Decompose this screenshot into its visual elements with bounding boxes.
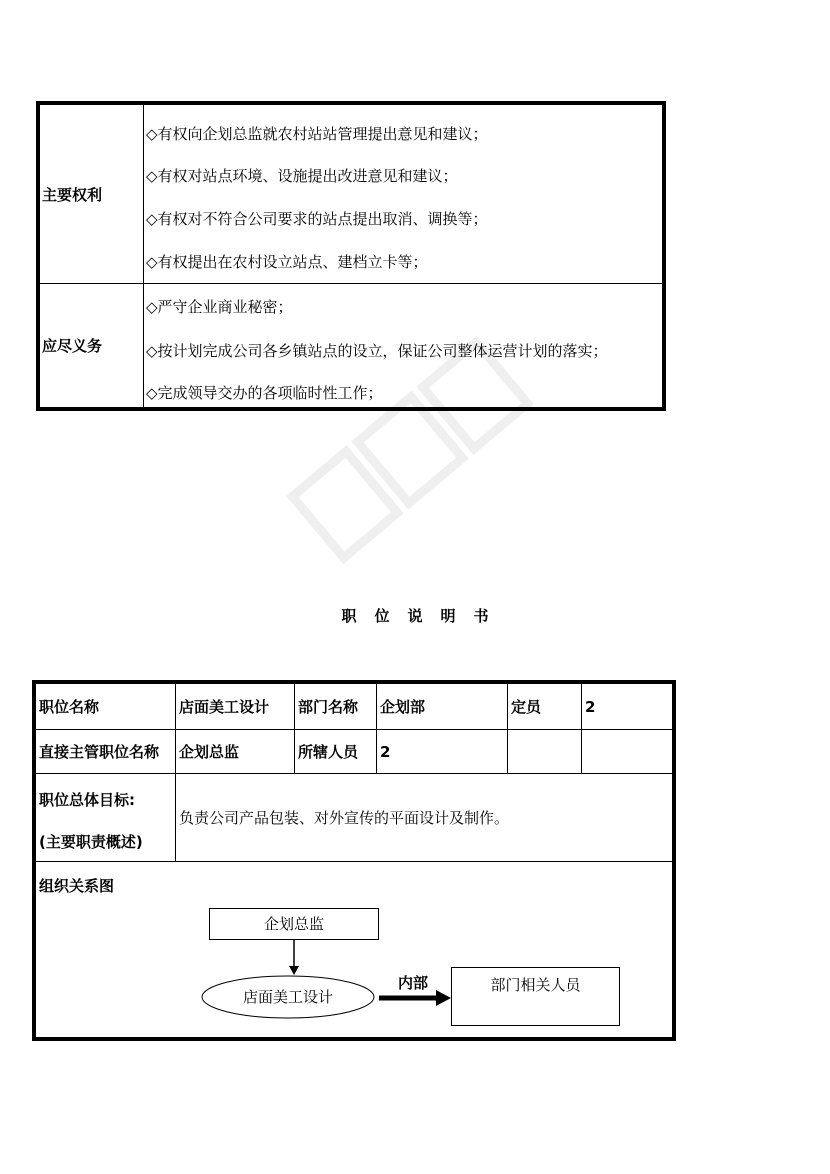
- down-arrow-head: [289, 966, 299, 975]
- headcount-label: 定员: [511, 698, 542, 716]
- position-name-label: 职位名称: [39, 698, 100, 716]
- duties-label: 应尽义务: [40, 284, 144, 407]
- supervisor-value: 企划总监: [179, 743, 240, 761]
- rights-item: ◇有权对不符合公司要求的站点提出取消、调换等；: [146, 210, 488, 228]
- right-arrow-head: [436, 990, 451, 1006]
- supervisor-label: 直接主管职位名称: [39, 743, 160, 761]
- duties-item: ◇严守企业商业秘密；: [146, 298, 293, 316]
- position-name-value: 店面美工设计: [179, 698, 270, 716]
- rights-label: 主要权利: [40, 105, 144, 283]
- department-value: 企划部: [380, 698, 426, 716]
- org-node-top: 企划总监: [209, 908, 379, 940]
- headcount-value: 2: [585, 697, 596, 716]
- duties-row: [40, 284, 662, 407]
- rights-row: [40, 105, 662, 284]
- duties-content: [146, 284, 662, 407]
- page-title: 职位说明书: [341, 607, 507, 625]
- rights-duties-table: [36, 101, 666, 411]
- org-chart-label: 组织关系图: [39, 876, 115, 895]
- org-node-right: 部门相关人员: [451, 967, 620, 1026]
- duties-item: ◇完成领导交办的各项临时性工作；: [146, 384, 383, 402]
- department-label: 部门名称: [298, 698, 359, 716]
- rights-content: [146, 105, 662, 283]
- rights-item: ◇有权对站点环境、设施提出改进意见和建议；: [146, 167, 458, 185]
- rights-item: ◇有权提出在农村设立站点、建档立卡等；: [146, 253, 428, 271]
- subordinates-value: 2: [380, 742, 391, 761]
- goal-label-line2: (主要职责概述): [39, 832, 143, 851]
- goal-label-line1: 职位总体目标:: [39, 790, 135, 809]
- duties-item: ◇按计划完成公司各乡镇站点的设立，保证公司整体运营计划的落实；: [146, 342, 608, 360]
- arrow-label: 内部: [398, 974, 429, 992]
- subordinates-label: 所辖人员: [298, 743, 359, 761]
- goal-value: 负责公司产品包装、对外宣传的平面设计及制作。: [179, 809, 510, 827]
- job-description-table: [32, 680, 676, 1041]
- rights-item: ◇有权向企划总监就农村站站管理提出意见和建议；: [146, 125, 488, 143]
- org-node-center: 店面美工设计: [242, 988, 333, 1006]
